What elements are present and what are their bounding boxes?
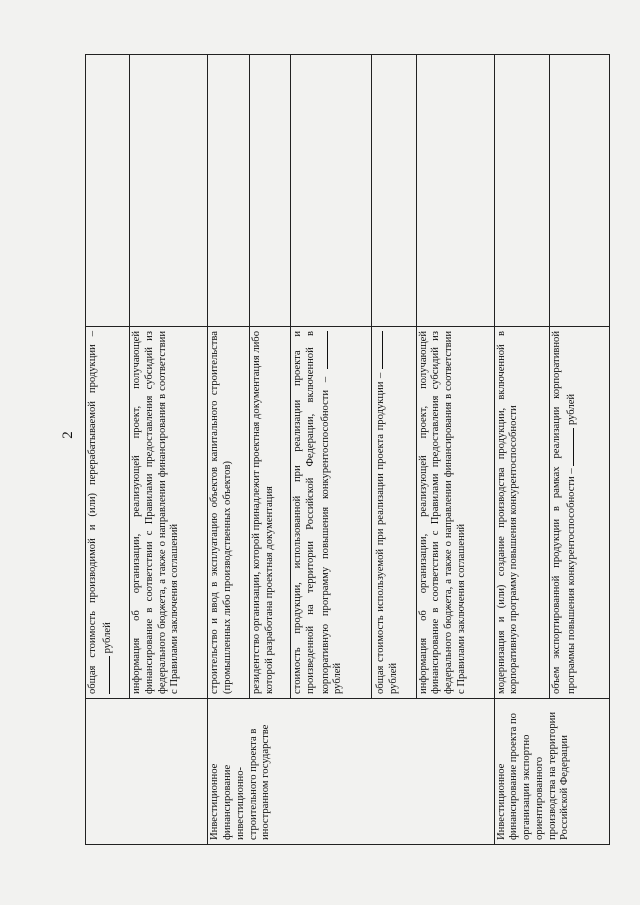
fill-in-blank (373, 331, 383, 369)
indicator-text: строительство и ввод в эксплуатацию объектов капитального строительства (промышленных либо производственных объектов) (209, 331, 234, 694)
value-cell (416, 55, 494, 327)
page-number: 2 (60, 431, 76, 439)
table-row (494, 55, 550, 845)
rotated-page-content (85, 55, 610, 845)
value-cell (249, 55, 290, 327)
indicator-text: общая стоимость используемой при реализации проекта продукции – (375, 369, 387, 694)
indicator-unit: рублей (566, 393, 578, 428)
indicator-cell (86, 327, 130, 699)
indicator-text: объем экспортированной продукции в рамках реализации корпоративной программы повышения конкурентоспособности – (551, 331, 578, 694)
indicator-text: информация об организации, реализующей проект, получающей финансирование в соответствии с Правилами предоставления субсидий из федерального бюджета, а также о направлении финансирования в соответствии с Правилами заключения соглашений (417, 331, 467, 694)
indicator-cell (291, 327, 372, 699)
value-cell (291, 55, 372, 327)
indicator-text: общая стоимость производимой и (или) перерабатываемой продукции – (87, 331, 98, 694)
value-cell (208, 55, 249, 327)
fill-in-blank (318, 331, 328, 369)
category-cell: Инвестиционное финансирование проекта по организации экспортно ориентированного производства на территории Российской Федерации (494, 699, 609, 845)
table-row (86, 55, 130, 845)
indicator-cell (416, 327, 494, 699)
indicator-cell (249, 327, 290, 699)
value-cell (86, 55, 130, 327)
fill-in-blank (100, 656, 110, 694)
value-cell (130, 55, 208, 327)
indicators-table (85, 54, 610, 845)
indicator-cell (372, 327, 416, 699)
indicator-cell (208, 327, 249, 699)
indicator-unit: рублей (387, 662, 399, 694)
value-cell (372, 55, 416, 327)
indicator-text: резидентство организации, которой принадлежит проектная документация либо которой разработана проектная документация (250, 331, 275, 694)
value-cell (494, 55, 550, 327)
indicator-text: информация об организации, реализующей проект, получающей финансирование в соответствии с Правилами предоставления субсидий из федерального бюджета, а также о направлении финансирования в соответствии с Правилами заключения соглашений (131, 331, 181, 694)
value-cell (550, 55, 610, 327)
fill-in-blank (564, 428, 574, 466)
indicator-unit: рублей (101, 622, 113, 656)
indicator-cell (494, 327, 550, 699)
category-cell: Инвестиционное финансирование инвестиционно-строительного проекта в иностранном государстве (208, 699, 494, 845)
indicator-unit: рублей (332, 662, 344, 694)
indicator-cell (130, 327, 208, 699)
indicator-cell (550, 327, 610, 699)
indicator-text: стоимость продукции, использованной при реализации проекта и произведенной на территории Российской Федерации, включенной в корпоративную программу повышения конкурентоспособности – (292, 331, 331, 694)
indicator-text: модернизация и (или) создание производства продукции, включенной в корпоративную программу повышения конкурентоспособности (495, 331, 520, 694)
category-cell (86, 699, 208, 845)
table-row (208, 55, 249, 845)
